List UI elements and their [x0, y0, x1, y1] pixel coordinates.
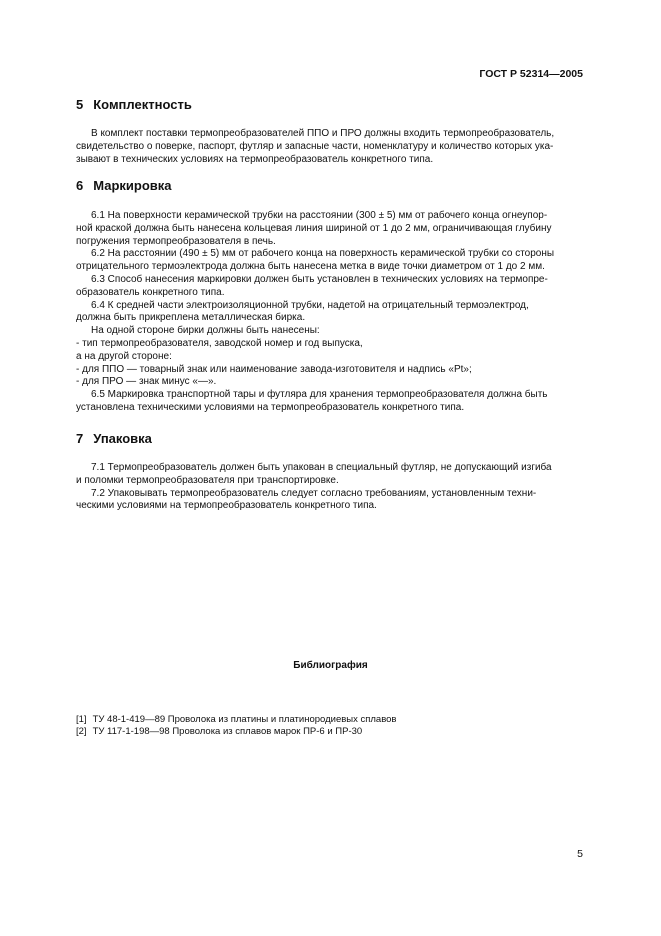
section-5-body [76, 127, 586, 166]
text-line: установлена техническими условиями на термопреобразователь конкретного типа. [76, 401, 465, 413]
bibliography-ref: [1] [76, 714, 87, 725]
text-line: погружения термопреобразователя в печь. [76, 235, 276, 247]
bibliography-text: ТУ 117-1-198—98 Проволока из сплавов марок ПР-6 и ПР-30 [92, 726, 363, 737]
section-title [76, 97, 586, 113]
text-line: зывают в технических условиях на термопреобразователь конкретного типа. [76, 154, 434, 165]
section-7-body [76, 462, 586, 513]
text-line: 6.1 На поверхности керамической трубки на расстоянии (300 ± 5) мм от рабочего конца огнеупор- [91, 210, 548, 221]
section-title [76, 431, 586, 447]
bibliography-title: Библиография [293, 660, 368, 671]
section-5 [76, 97, 586, 125]
text-line: 7.1 Термопреобразователь должен быть упакован в специальный футляр, не допускающий изгиба [91, 462, 552, 473]
section-6-body [76, 210, 586, 415]
text-line: На одной стороне бирки должны быть нанесены: [91, 325, 320, 337]
section-number: 6 [76, 178, 84, 193]
bibliography-text: ТУ 48-1-419—89 Проволока из платины и платинородиевых сплавов [92, 714, 397, 725]
bibliography-item [76, 726, 402, 738]
section-number: 7 [76, 431, 84, 446]
bibliography-list [76, 714, 402, 738]
text-line: - для ПРО — знак минус «—». [76, 376, 217, 388]
text-line: В комплект поставки термопреобразователей ППО и ПРО должны входить термопреобразователь, [91, 128, 555, 139]
document-code: ГОСТ Р 52314—2005 [479, 68, 583, 80]
section-7 [76, 431, 586, 459]
text-line: и поломки термопреобразователя при транспортировке. [76, 474, 339, 486]
bibliography-ref: [2] [76, 726, 87, 737]
bibliography-item [76, 714, 402, 726]
text-line: 6.3 Способ нанесения маркировки должен быть установлен в технических условиях на термопре- [91, 273, 548, 285]
text-line: 7.2 Упаковывать термопреобразователь следует согласно требованиям, установленным техни- [91, 487, 537, 499]
page-number: 5 [577, 848, 583, 860]
text-line: ческими условиями на термопреобразователь конкретного типа. [76, 500, 377, 512]
text-line: 6.5 Маркировка транспортной тары и футляра для хранения термопреобразователя должна быть [91, 389, 548, 401]
text-line: свидетельство о поверке, паспорт, футляр и запасные части, номенклатуру и количество которых ука- [76, 141, 554, 152]
text-line: - для ППО — товарный знак или наименование завода-изготовителя и надпись «Pt»; [76, 363, 472, 375]
text-line: отрицательного термоэлектрода должна быть нанесена метка в виде точки диаметром от 1 до 2 мм. [76, 261, 545, 273]
text-line: - тип термопреобразователя, заводской номер и год выпуска, [76, 337, 363, 349]
text-line: 6.2 На расстоянии (490 ± 5) мм от рабочего конца на поверхность керамической трубки со стороны [91, 248, 555, 260]
text-line: образователь конкретного типа. [76, 286, 225, 298]
section-title-text: Комплектность [93, 97, 192, 112]
text-line: должна быть прикреплена металлическая бирка. [76, 312, 306, 324]
section-title-text: Маркировка [93, 178, 172, 193]
section-title-text: Упаковка [93, 431, 152, 446]
text-line: а на другой стороне: [76, 350, 172, 362]
section-number: 5 [76, 97, 84, 112]
section-title [76, 178, 586, 194]
text-line: ной краской должна быть нанесена кольцевая линия шириной от 1 до 2 мм, ограничивающая глубину [76, 222, 552, 234]
section-6 [76, 178, 586, 206]
text-line: 6.4 К средней части электроизоляционной трубки, надетой на отрицательный термоэлектрод, [91, 299, 529, 311]
